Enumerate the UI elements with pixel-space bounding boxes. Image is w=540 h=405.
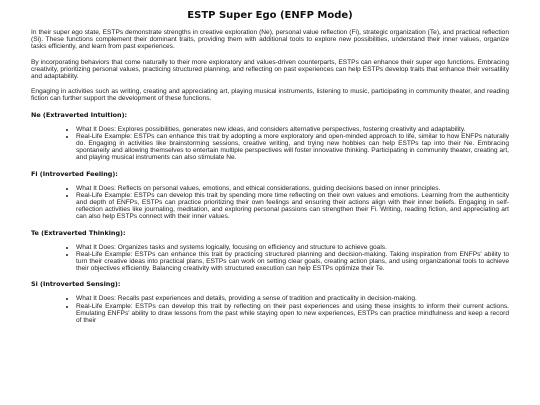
list-item: • Real-Life Example: ESTPs can enhance this trait by practicing structured planning and decision-making. Taking inspiration from ENFPs' ability to turn their creative ideas into practical plans, ESTPs can work on setting clear goals, creating action plans, and using organizational tools to achieve their objectives efficiently. Balancing creativity with structured execution can help ESTPs optimize their Te. [76,251,509,273]
section-list-fi [31,185,509,221]
list-item: • What It Does: Reflects on personal values, emotions, and ethical considerations, guiding decisions based on inner principles. [76,185,509,192]
list-item: • Real-Life Example: ESTPs can develop this trait by spending more time reflecting on their own values and emotions. Learning from the authenticity and depth of ENFPs, ESTPs can practice prioritizing their own feelings and ensuring their actions align with their inner beliefs. Engaging in self-reflection activities like journaling, meditation, and exploring personal passions can strengthen their Fi. Writing, reading fiction, and appreciating art can also help ESTPs connect with their inner values. [76,192,509,221]
intro-paragraph: Engaging in activities such as writing, creating and appreciating art, playing musical instruments, listening to music, participating in community theater, and reading fiction can further support the development of these functions. [31,88,509,103]
section-heading-te: Te (Extraverted Thinking): [31,228,126,237]
section-heading-si: Si (Introverted Sensing): [31,280,121,289]
list-item: • Real-Life Example: ESTPs can enhance this trait by adopting a more exploratory and open-minded approach to life, similar to how ENFPs naturally do. Engaging in activities like brainstorming sessions, creative writing, and trying new hobbies can help ESTPs tap into their Ne. Embracing spontaneity and allowing themselves to entertain multiple perspectives will foster innovative thinking. Participating in community theater, creating art, and playing musical instruments can also stimulate Ne. [76,133,509,162]
section-list-si [31,295,509,324]
list-item: • What It Does: Explores possibilities, generates new ideas, and considers alternative perspectives, fostering creativity and adaptability. [76,126,509,133]
section-list-te [31,244,509,273]
intro-paragraph: By incorporating behaviors that come naturally to their more exploratory and values-driven counterparts, ESTPs can enhance their super ego functions. Embracing creativity, prioritizing personal values, practicing structured planning, and reflecting on past experiences can help ESTPs develop traits that enhance their versatility and adaptability. [31,58,509,81]
intro-paragraph: In their super ego state, ESTPs demonstrate strengths in creative exploration (Ne), personal value reflection (Fi), strategic organization (Te), and practical reflection (Si). These functions complement their dominant traits, providing them with additional tools to explore new possibilities, understand their inner values, organize tasks efficiently, and learn from past experiences. [31,29,509,51]
list-item: • Real-Life Example: ESTPs can develop this trait by reflecting on their past experiences and using these insights to inform their current actions. Emulating ENFPs' ability to draw lessons from the past while staying open to new experiences, ESTPs can practice mindfulness and keep a record of their [76,303,509,325]
section-list-ne [31,126,509,162]
section-heading-fi: Fi (Introverted Feeling): [31,169,118,178]
list-item: • What It Does: Organizes tasks and systems logically, focusing on efficiency and structure to achieve goals. [76,244,509,251]
section-heading-ne: Ne (Extraverted Intuition): [31,110,128,119]
list-item: • What It Does: Recalls past experiences and details, providing a sense of tradition and practicality in decision-making. [76,295,509,302]
page-title: ESTP Super Ego (ENFP Mode) [187,10,353,21]
